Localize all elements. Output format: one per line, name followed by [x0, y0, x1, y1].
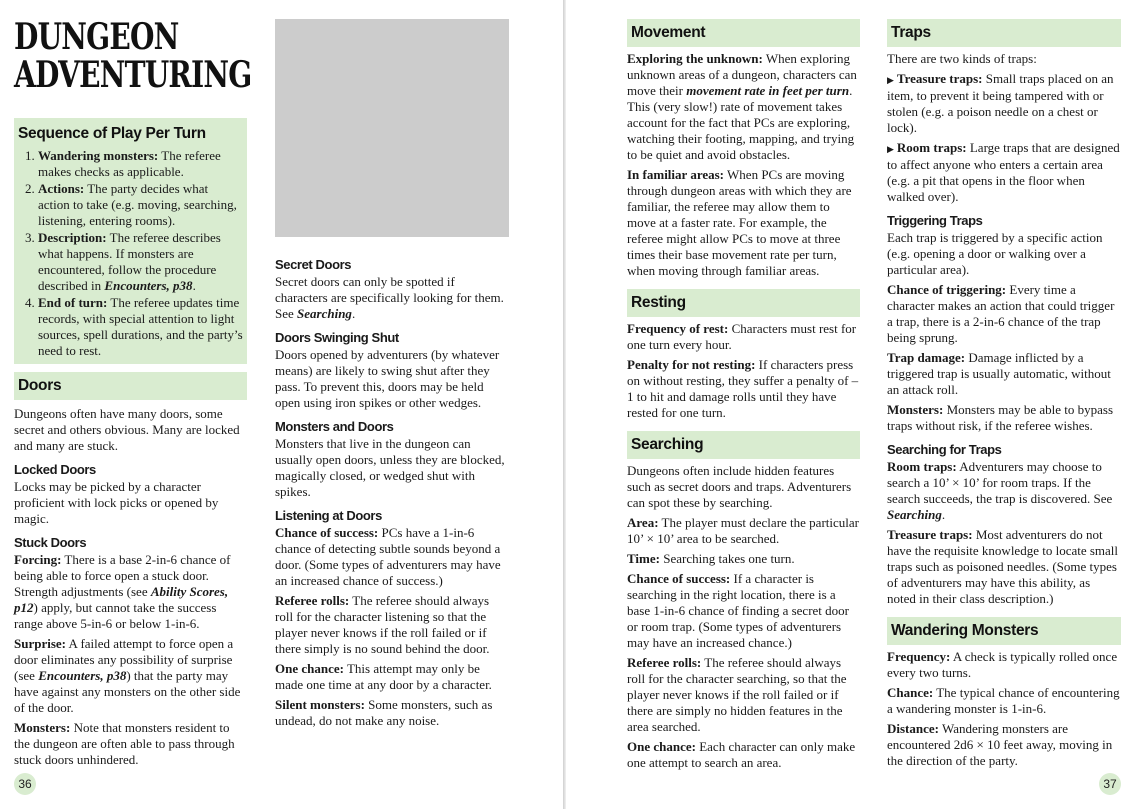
- forcing-paragraph: Forcing: There is a base 2-in-6 chance of being able to force open a stuck door. Strength adjustments (see Ability Scores, p12) apply, but cannot take the success range above 5-in-6 or below 1-in-6.: [14, 552, 231, 631]
- searching-rolls: Referee rolls: The referee should always roll for the character searching, so that the player never knows if the roll failed or if there are simply no hidden features in the area searched.: [627, 655, 847, 734]
- movement-familiar: In familiar areas: When PCs are moving through dungeon areas with which they are familiar, the referee may allow them to move at a faster rate. For example, the referee might allow PCs to move at three times their base movement rate per turn, when moving through familiar areas.: [627, 167, 852, 278]
- searching-time: Time: Searching takes one turn.: [627, 551, 795, 566]
- searching-treasure-traps: Treasure traps: Most adventurers do not have the requisite knowledge to locate small traps such as poisoned needles. (Some types of adventurers may have this ability, as noted in their class description.): [887, 527, 1119, 606]
- triangle-bullet-icon: ▶: [887, 144, 894, 154]
- chapter-title: [14, 18, 251, 94]
- wandering-frequency: Frequency: A check is typically rolled once every two turns.: [887, 649, 1118, 680]
- list-item: ▶ Treasure traps: Small traps placed on an item, to prevent it being tampered with or stolen (e.g. a poison needle on a chest or lock).: [887, 71, 1114, 135]
- ability-scores-ref-link[interactable]: Ability Scores, p12: [14, 584, 229, 615]
- triggering-text: Each trap is triggered by a specific action (e.g. opening a door or walking over a particular area).: [887, 230, 1103, 277]
- right-column-1: [627, 19, 860, 775]
- wandering-chance: Chance: The typical chance of encountering a wandering monster is 1-in-6.: [887, 685, 1120, 716]
- movement-heading: Movement: [627, 19, 860, 47]
- doors-swinging-text: Doors opened by adventurers (by whatever means) are likely to swing shut after they pass. To prevent this, doors may be held open using iron spikes or other wedges.: [275, 347, 500, 410]
- list-item: 2. Actions: The party decides what action to take (e.g. moving, searching, listening, entering rooms).: [38, 181, 243, 229]
- traps-heading: Traps: [887, 19, 1121, 47]
- searching-one-chance: One chance: Each character can only make one attempt to search an area.: [627, 739, 856, 770]
- traps-intro: There are two kinds of traps:: [887, 51, 1037, 66]
- monsters-doors-text: Monsters that live in the dungeon can usually open doors, unless they are blocked, magically closed, or wedged shut with spikes.: [275, 436, 505, 499]
- right-column-2: [887, 19, 1121, 773]
- searching-intro: Dungeons often include hidden features such as secret doors and traps. Adventurers can spot these by searching.: [627, 463, 852, 510]
- left-page: [0, 0, 562, 809]
- doors-intro: Dungeons often have many doors, some secret and others obvious. Many are locked and many are stuck.: [14, 406, 240, 453]
- listening-silent: Silent monsters: Some monsters, such as undead, do not make any noise.: [275, 697, 493, 728]
- secret-doors-text: Secret doors can only be spotted if characters are specifically looking for them. See Searching.: [275, 274, 504, 321]
- left-column-1: [14, 118, 247, 772]
- list-item: 3. Description: The referee describes what happens. If monsters are encountered, follow the procedure described in Encounters, p38.: [38, 230, 243, 294]
- locked-doors-text: Locks may be picked by a character proficient with lock picks or opened by magic.: [14, 479, 219, 526]
- doors-heading: Doors: [14, 372, 247, 400]
- resting-penalty: Penalty for not resting: If characters press on without resting, they suffer a penalty of –1 to hit and damage rolls until they have rested for one turn.: [627, 357, 859, 420]
- encounters-ref-link[interactable]: Encounters, p38: [38, 668, 127, 683]
- locked-doors-heading: Locked Doors: [14, 462, 96, 477]
- resting-heading: Resting: [627, 289, 860, 317]
- sequence-heading: Sequence of Play Per Turn: [18, 120, 243, 148]
- surprise-paragraph: Surprise: A failed attempt to force open a door eliminates any possibility of surprise (see Encounters, p38) that the party may have against any monsters on the other side of the door.: [14, 636, 241, 715]
- wandering-distance: Distance: Wandering monsters are encountered 2d6 × 10 feet away, moving in the direction of the party.: [887, 721, 1113, 768]
- chapter-title-line-2: ADVENTURING: [14, 54, 252, 96]
- page-number-left: 36: [14, 773, 36, 795]
- searching-ref-link[interactable]: Searching: [887, 507, 942, 522]
- stuck-doors-heading: Stuck Doors: [14, 535, 87, 550]
- monsters-paragraph: Monsters: Note that monsters resident to the dungeon are often able to pass through stuck doors unhindered.: [14, 720, 235, 767]
- listening-one-chance: One chance: This attempt may only be made one time at any door by a character.: [275, 661, 492, 692]
- list-item: 4. End of turn: The referee updates time records, with special attention to light sources, spell durations, and the party’s need to rest.: [38, 295, 243, 359]
- chapter-title-line-1: DUNGEON: [14, 16, 179, 58]
- encounters-ref-link[interactable]: Encounters, p38: [104, 278, 193, 293]
- right-page: [567, 0, 1125, 809]
- searching-chance: Chance of success: If a character is searching in the right location, there is a base 1-in-6 chance of finding a secret door or room trap. (Some types of adventurers may have an increased chance.): [627, 571, 849, 650]
- listening-rolls: Referee rolls: The referee should always roll for the character listening so that the player never knows if the roll failed or if there simply is no sound behind the door.: [275, 593, 490, 656]
- listening-chance: Chance of success: PCs have a 1-in-6 chance of detecting subtle sounds beyond a door. (Some types of adventurers may have an increased chance of success.): [275, 525, 501, 588]
- searching-ref-link[interactable]: Searching: [297, 306, 352, 321]
- trap-monsters: Monsters: Monsters may be able to bypass traps without risk, if the referee wishes.: [887, 402, 1114, 433]
- movement-exploring: Exploring the unknown: When exploring unknown areas of a dungeon, characters can move their movement rate in feet per turn. This (very slow!) rate of movement takes account for the fact that PCs are exploring, watching their footing, mapping, and trying to be quiet and avoid obstacles.: [627, 51, 857, 162]
- sequence-list: [18, 148, 243, 359]
- trap-damage: Trap damage: Damage inflicted by a triggered trap is usually automatic, without an attack roll.: [887, 350, 1111, 397]
- triggering-chance: Chance of triggering: Every time a character makes an action that could trigger a trap, there is a 2-in-6 chance of the trap being sprung.: [887, 282, 1115, 345]
- list-item: 1. Wandering monsters: The referee makes checks as applicable.: [38, 148, 243, 180]
- searching-room-traps: Room traps: Adventurers may choose to search a 10’ × 10’ for room traps. If the search succeeds, the trap is discovered. See Searching.: [887, 459, 1113, 522]
- trap-kinds-list: [887, 71, 1121, 205]
- page-number-right: 37: [1099, 773, 1121, 795]
- monsters-doors-heading: Monsters and Doors: [275, 419, 394, 434]
- secret-doors-heading: Secret Doors: [275, 257, 352, 272]
- list-item: ▶ Room traps: Large traps that are designed to affect anyone who enters a certain area (e.g. a pit that opens in the floor when walked over).: [887, 140, 1120, 204]
- illustration-placeholder: [275, 19, 509, 237]
- book-spine: [563, 0, 566, 809]
- listening-heading: Listening at Doors: [275, 508, 382, 523]
- sequence-box: [14, 118, 247, 364]
- resting-frequency: Frequency of rest: Characters must rest for one turn every hour.: [627, 321, 857, 352]
- searching-area: Area: The player must declare the particular 10’ × 10’ area to be searched.: [627, 515, 859, 546]
- wandering-monsters-heading: Wandering Monsters: [887, 617, 1121, 645]
- triggering-traps-heading: Triggering Traps: [887, 213, 983, 228]
- doors-swinging-heading: Doors Swinging Shut: [275, 330, 399, 345]
- searching-heading: Searching: [627, 431, 860, 459]
- left-column-2: [275, 19, 509, 733]
- triangle-bullet-icon: ▶: [887, 75, 894, 85]
- searching-traps-heading: Searching for Traps: [887, 442, 1002, 457]
